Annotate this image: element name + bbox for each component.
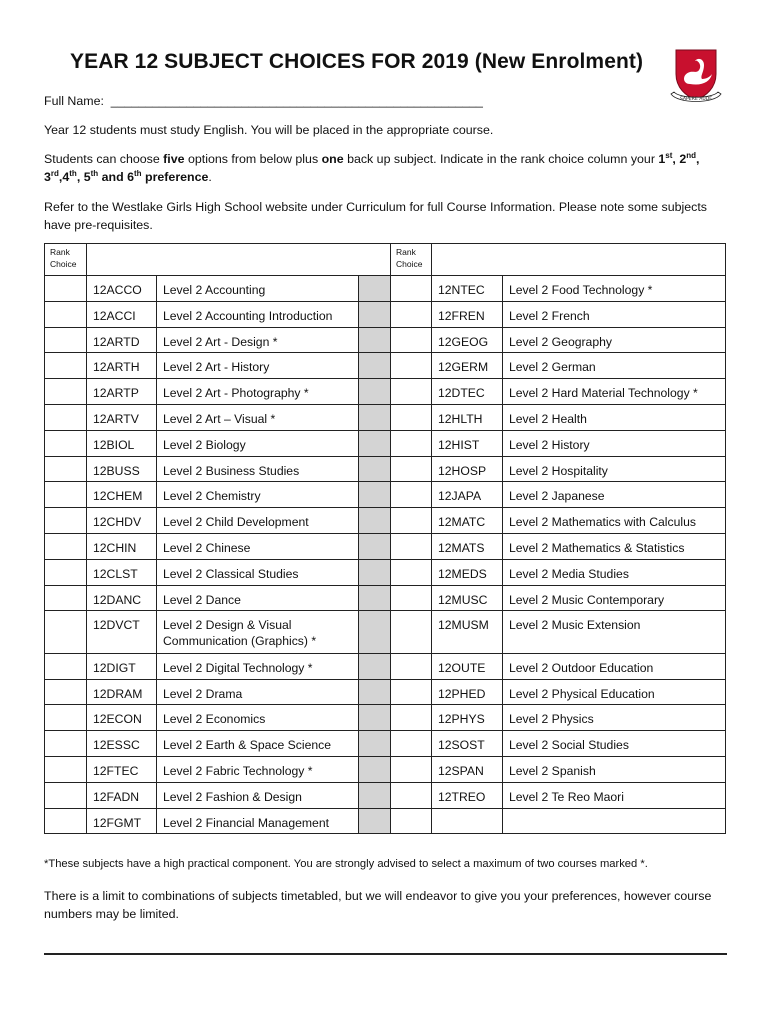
- rank-choice-cell-left[interactable]: [45, 456, 87, 482]
- subject-code-left: 12CHEM: [87, 482, 157, 508]
- rank-choice-cell-left[interactable]: [45, 327, 87, 353]
- subject-name-left: Level 2 Art - Design *: [157, 327, 359, 353]
- rank-choice-cell-left[interactable]: [45, 276, 87, 302]
- rank-choice-cell-right[interactable]: [391, 379, 432, 405]
- subject-name-right: Level 2 Te Reo Maori: [503, 782, 726, 808]
- subject-name-right: Level 2 History: [503, 430, 726, 456]
- rank-choice-cell-left[interactable]: [45, 482, 87, 508]
- subject-code-right: 12MATC: [432, 508, 503, 534]
- subject-name-left: Level 2 Accounting: [157, 276, 359, 302]
- rank-choice-cell-right[interactable]: [391, 585, 432, 611]
- rank-choice-cell-left[interactable]: [45, 782, 87, 808]
- shaded-spacer: [359, 276, 391, 302]
- subject-code-left: 12CHDV: [87, 508, 157, 534]
- subject-name-right: Level 2 Mathematics with Calculus: [503, 508, 726, 534]
- subject-name-left: Level 2 Chemistry: [157, 482, 359, 508]
- subject-name-right: Level 2 Geography: [503, 327, 726, 353]
- subject-code-right: 12MEDS: [432, 559, 503, 585]
- subject-code-right: 12TREO: [432, 782, 503, 808]
- school-crest-icon: [668, 44, 724, 108]
- subject-code-left: 12FGMT: [87, 808, 157, 834]
- subject-code-right: 12SPAN: [432, 757, 503, 783]
- shaded-spacer: [359, 301, 391, 327]
- table-row: [45, 611, 726, 654]
- page-title: YEAR 12 SUBJECT CHOICES FOR 2019 (New Enrolment): [70, 50, 644, 73]
- subject-code-left: 12ARTH: [87, 353, 157, 379]
- subject-code-left: 12BUSS: [87, 456, 157, 482]
- table-row: [45, 379, 726, 405]
- subject-choices-table: [44, 243, 726, 834]
- subject-code-left: 12ESSC: [87, 731, 157, 757]
- table-row: [45, 404, 726, 430]
- subject-code-right: 12FREN: [432, 301, 503, 327]
- subject-code-right: 12SOST: [432, 731, 503, 757]
- table-row: [45, 782, 726, 808]
- subject-name-left: Level 2 Biology: [157, 430, 359, 456]
- shaded-spacer: [359, 653, 391, 679]
- subject-code-right: 12PHYS: [432, 705, 503, 731]
- rank-choice-cell-right[interactable]: [391, 653, 432, 679]
- shaded-spacer: [359, 611, 391, 654]
- subject-name-left: Level 2 Art – Visual *: [157, 404, 359, 430]
- rank-choice-cell-right[interactable]: [391, 679, 432, 705]
- subject-code-left: 12CLST: [87, 559, 157, 585]
- shaded-spacer: [359, 731, 391, 757]
- rank-choice-cell-right[interactable]: [391, 731, 432, 757]
- subject-code-right: 12JAPA: [432, 482, 503, 508]
- subject-name-right: Level 2 Japanese: [503, 482, 726, 508]
- shaded-spacer: [359, 757, 391, 783]
- rank-choice-cell-left[interactable]: [45, 559, 87, 585]
- table-row: [45, 585, 726, 611]
- rank-choice-cell-right[interactable]: [391, 301, 432, 327]
- rank-choice-cell-left[interactable]: [45, 404, 87, 430]
- subject-name-left: Level 2 Chinese: [157, 533, 359, 559]
- subject-code-right: 12MATS: [432, 533, 503, 559]
- rank-choice-cell-right[interactable]: [391, 456, 432, 482]
- shaded-spacer: [359, 559, 391, 585]
- shaded-spacer: [359, 585, 391, 611]
- subject-name-right: Level 2 Social Studies: [503, 731, 726, 757]
- table-row: [45, 482, 726, 508]
- full-name-label: Full Name:: [44, 94, 104, 108]
- rank-choice-cell-left[interactable]: [45, 508, 87, 534]
- subject-code-left: 12DVCT: [87, 611, 157, 654]
- rank-choice-cell-right[interactable]: [391, 533, 432, 559]
- subject-name-right: Level 2 Outdoor Education: [503, 653, 726, 679]
- subject-name-left: Level 2 Child Development: [157, 508, 359, 534]
- subject-name-right: Level 2 French: [503, 301, 726, 327]
- practical-footnote: *These subjects have a high practical component. You are strongly advised to select a maximum of two courses marked *.: [44, 858, 648, 870]
- rank-choice-cell-right[interactable]: [391, 559, 432, 585]
- full-name-line[interactable]: ______________________________________________________: [110, 94, 483, 108]
- subject-name-right: [503, 808, 726, 834]
- table-header-row: [45, 244, 726, 276]
- subject-name-left: Level 2 Digital Technology *: [157, 653, 359, 679]
- table-row: [45, 559, 726, 585]
- rank-choice-cell-left[interactable]: [45, 301, 87, 327]
- table-row: [45, 508, 726, 534]
- subject-name-left: Level 2 Economics: [157, 705, 359, 731]
- subject-name-right: Level 2 Spanish: [503, 757, 726, 783]
- subject-name-left: Level 2 Art - History: [157, 353, 359, 379]
- table-row: [45, 353, 726, 379]
- subject-name-left: Level 2 Business Studies: [157, 456, 359, 482]
- rank-choice-cell-left[interactable]: [45, 731, 87, 757]
- subject-code-left: 12DIGT: [87, 653, 157, 679]
- subject-name-right: Level 2 Physical Education: [503, 679, 726, 705]
- rank-choice-cell-right[interactable]: [391, 404, 432, 430]
- subject-code-right: 12HOSP: [432, 456, 503, 482]
- table-row: [45, 533, 726, 559]
- refer-website-text: Refer to the Westlake Girls High School website under Curriculum for full Course Information. Please note some subjects have pre-requisites.: [44, 200, 707, 232]
- subject-code-left: 12ARTV: [87, 404, 157, 430]
- rank-choice-header-right: Rank Choice: [391, 244, 432, 276]
- rank-choice-cell-left[interactable]: [45, 585, 87, 611]
- shaded-spacer: [359, 430, 391, 456]
- rank-choice-cell-left[interactable]: [45, 679, 87, 705]
- subject-name-left: Level 2 Design & Visual Communication (Graphics) *: [157, 611, 359, 654]
- subject-name-right: Level 2 Media Studies: [503, 559, 726, 585]
- subject-code-right: 12OUTE: [432, 653, 503, 679]
- bottom-divider: [44, 953, 727, 955]
- table-row: [45, 808, 726, 834]
- subject-name-left: Level 2 Accounting Introduction: [157, 301, 359, 327]
- subject-code-right: 12MUSM: [432, 611, 503, 654]
- subject-name-right: Level 2 Music Contemporary: [503, 585, 726, 611]
- subject-code-right: 12NTEC: [432, 276, 503, 302]
- shaded-spacer: [359, 808, 391, 834]
- subject-code-left: 12ECON: [87, 705, 157, 731]
- rank-choice-cell-left[interactable]: [45, 533, 87, 559]
- shaded-spacer: [359, 327, 391, 353]
- table-row: [45, 679, 726, 705]
- rank-choice-cell-right[interactable]: [391, 276, 432, 302]
- rank-choice-cell-right[interactable]: [391, 808, 432, 834]
- table-row: [45, 456, 726, 482]
- table-row: [45, 653, 726, 679]
- shaded-spacer: [359, 679, 391, 705]
- rank-choice-cell-left[interactable]: [45, 611, 87, 654]
- subject-code-left: 12FADN: [87, 782, 157, 808]
- subject-code-right: 12GERM: [432, 353, 503, 379]
- table-row: [45, 705, 726, 731]
- table-row: [45, 327, 726, 353]
- subject-name-right: Level 2 Mathematics & Statistics: [503, 533, 726, 559]
- rank-choice-cell-left[interactable]: [45, 757, 87, 783]
- rank-choice-cell-right[interactable]: [391, 430, 432, 456]
- subject-name-left: Level 2 Earth & Space Science: [157, 731, 359, 757]
- full-name-field[interactable]: [44, 92, 483, 110]
- rank-choice-cell-left[interactable]: [45, 353, 87, 379]
- rank-choice-cell-right[interactable]: [391, 705, 432, 731]
- shaded-spacer: [359, 353, 391, 379]
- rank-choice-cell-left[interactable]: [45, 808, 87, 834]
- subject-name-right: Level 2 Food Technology *: [503, 276, 726, 302]
- subject-name-right: Level 2 Hospitality: [503, 456, 726, 482]
- subject-code-right: 12HLTH: [432, 404, 503, 430]
- subject-code-right: 12DTEC: [432, 379, 503, 405]
- rank-choice-cell-right[interactable]: [391, 482, 432, 508]
- rank-choice-cell-left[interactable]: [45, 430, 87, 456]
- subject-code-right: [432, 808, 503, 834]
- subject-name-right: Level 2 Music Extension: [503, 611, 726, 654]
- subject-name-right: Level 2 Physics: [503, 705, 726, 731]
- rank-choice-cell-right[interactable]: [391, 508, 432, 534]
- subject-name-left: Level 2 Financial Management: [157, 808, 359, 834]
- english-requirement-text: Year 12 students must study English. You will be placed in the appropriate course.: [44, 123, 494, 137]
- subject-name-left: Level 2 Art - Photography *: [157, 379, 359, 405]
- subject-name-left: Level 2 Classical Studies: [157, 559, 359, 585]
- subject-code-left: 12FTEC: [87, 757, 157, 783]
- rank-choice-cell-left[interactable]: [45, 705, 87, 731]
- subject-code-left: 12ACCI: [87, 301, 157, 327]
- subject-code-right: 12MUSC: [432, 585, 503, 611]
- rank-choice-cell-right[interactable]: [391, 757, 432, 783]
- subject-code-left: 12BIOL: [87, 430, 157, 456]
- timetable-limit-note: There is a limit to combinations of subjects timetabled, but we will endeavor to give you your preferences, however course numbers may be limited.: [44, 889, 712, 921]
- subject-code-left: 12ARTD: [87, 327, 157, 353]
- shaded-spacer: [359, 508, 391, 534]
- table-row: [45, 757, 726, 783]
- subject-name-right: Level 2 Hard Material Technology *: [503, 379, 726, 405]
- subject-code-left: 12ACCO: [87, 276, 157, 302]
- rank-choice-cell-left[interactable]: [45, 379, 87, 405]
- shaded-spacer: [359, 705, 391, 731]
- table-row: [45, 276, 726, 302]
- subject-name-left: Level 2 Fabric Technology *: [157, 757, 359, 783]
- subject-name-right: Level 2 Health: [503, 404, 726, 430]
- subject-code-right: 12GEOG: [432, 327, 503, 353]
- subject-name-right: Level 2 German: [503, 353, 726, 379]
- rank-choice-cell-right[interactable]: [391, 611, 432, 654]
- shaded-spacer: [359, 456, 391, 482]
- subject-code-left: 12CHIN: [87, 533, 157, 559]
- subject-code-left: 12ARTP: [87, 379, 157, 405]
- shaded-spacer: [359, 782, 391, 808]
- shaded-spacer: [359, 533, 391, 559]
- rank-choice-cell-right[interactable]: [391, 353, 432, 379]
- rank-choice-cell-left[interactable]: [45, 653, 87, 679]
- subject-code-right: 12HIST: [432, 430, 503, 456]
- subject-code-left: 12DRAM: [87, 679, 157, 705]
- subject-name-left: Level 2 Fashion & Design: [157, 782, 359, 808]
- subject-code-left: 12DANC: [87, 585, 157, 611]
- crest-motto: SAPERE AUDE: [679, 97, 713, 102]
- choice-instructions: Students can choose five options from below plus one back up subject. Indicate in the rank choice column your 1st, 2nd, 3rd,4th, 5th and 6th preference.: [44, 151, 700, 184]
- shaded-spacer: [359, 404, 391, 430]
- rank-choice-cell-right[interactable]: [391, 327, 432, 353]
- table-row: [45, 430, 726, 456]
- table-row: [45, 301, 726, 327]
- shaded-spacer: [359, 379, 391, 405]
- rank-choice-cell-right[interactable]: [391, 782, 432, 808]
- subject-name-left: Level 2 Dance: [157, 585, 359, 611]
- shaded-spacer: [359, 482, 391, 508]
- subject-name-left: Level 2 Drama: [157, 679, 359, 705]
- subject-code-right: 12PHED: [432, 679, 503, 705]
- table-row: [45, 731, 726, 757]
- rank-choice-header-left: Rank Choice: [45, 244, 87, 276]
